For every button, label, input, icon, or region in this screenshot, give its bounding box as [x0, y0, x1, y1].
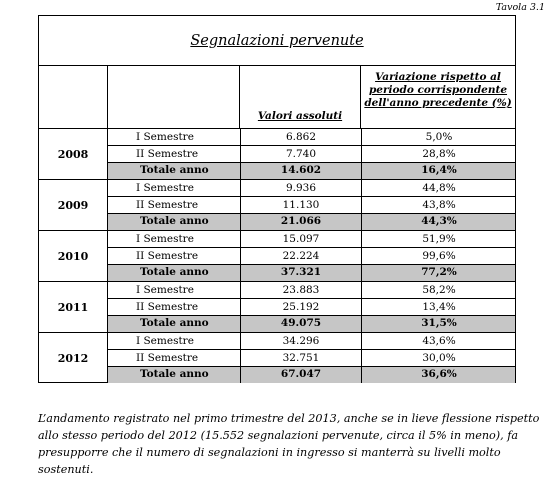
header-variation-line: Variazione rispetto al	[375, 71, 501, 83]
absolute-value: 34.296	[240, 333, 361, 349]
year-cell: 2010	[57, 249, 89, 263]
year-cell: 2008	[57, 147, 89, 161]
absolute-value: 7.740	[240, 146, 361, 162]
year-block-2010	[39, 231, 515, 282]
variation-value: 5,0%	[361, 129, 516, 145]
total-label: Totale anno	[140, 215, 209, 227]
year-cell: 2012	[57, 352, 89, 365]
header-blank-year	[39, 66, 107, 128]
total-value: 49.075	[240, 316, 361, 332]
table-row	[107, 129, 515, 146]
absolute-value: 23.883	[240, 282, 361, 298]
table-row	[107, 350, 515, 367]
absolute-value: 6.862	[240, 129, 361, 145]
table-row	[107, 146, 515, 163]
period-label: II Semestre	[136, 199, 199, 211]
total-label: Totale anno	[140, 164, 209, 176]
variation-value: 30,0%	[361, 350, 516, 366]
period-label: I Semestre	[136, 284, 194, 296]
total-variation: 77,2%	[361, 265, 516, 281]
total-variation: 44,3%	[361, 214, 516, 230]
variation-value: 43,6%	[361, 333, 516, 349]
total-value: 21.066	[240, 214, 361, 230]
total-row	[107, 367, 515, 383]
total-label: Totale anno	[140, 368, 209, 380]
year-block-2009	[39, 180, 515, 231]
total-label: Totale anno	[140, 317, 209, 329]
variation-value: 51,9%	[361, 231, 516, 247]
absolute-value: 32.751	[240, 350, 361, 366]
period-label: I Semestre	[136, 131, 194, 143]
variation-value: 99,6%	[361, 248, 516, 264]
total-row	[107, 214, 515, 230]
total-value: 67.047	[240, 367, 361, 383]
absolute-value: 25.192	[240, 299, 361, 315]
header-absolute-values: Valori assoluti	[239, 66, 360, 128]
year-block-2011	[39, 282, 515, 333]
body-paragraph: L’andamento registrato nel primo trimestre del 2013, anche se in lieve flessione rispetto allo stesso periodo del 2012 (15.552 segnalazioni pervenute, circa il 5% in meno), fa presupporre che il numero di segnalazioni in ingresso si manterrà su livelli molto sostenuti.	[38, 412, 540, 477]
variation-value: 44,8%	[361, 180, 516, 196]
year-cell: 2009	[57, 198, 89, 212]
table-row	[107, 299, 515, 316]
table-title: Segnalazioni pervenute	[39, 16, 515, 66]
table-row	[107, 248, 515, 265]
period-label: II Semestre	[136, 148, 199, 160]
total-variation: 31,5%	[361, 316, 516, 332]
total-label: Totale anno	[140, 266, 209, 278]
absolute-value: 11.130	[240, 197, 361, 213]
total-variation: 16,4%	[361, 163, 516, 179]
absolute-value: 9.936	[240, 180, 361, 196]
table-row	[107, 197, 515, 214]
period-label: I Semestre	[136, 335, 194, 347]
header-variation	[360, 66, 515, 128]
year-cell: 2011	[57, 300, 89, 314]
period-label: II Semestre	[136, 352, 199, 364]
header-variation-line: dell'anno precedente (%)	[364, 97, 512, 109]
table-row	[107, 180, 515, 197]
total-row	[107, 163, 515, 179]
variation-value: 43,8%	[361, 197, 516, 213]
header-variation-line: periodo corrispondente	[368, 84, 508, 96]
table-row	[107, 282, 515, 299]
total-row	[107, 265, 515, 281]
period-label: I Semestre	[136, 233, 194, 245]
variation-value: 58,2%	[361, 282, 516, 298]
total-value: 14.602	[240, 163, 361, 179]
period-label: I Semestre	[136, 182, 194, 194]
year-block-2008	[39, 129, 515, 180]
total-row	[107, 316, 515, 332]
period-label: II Semestre	[136, 250, 199, 262]
table-caption: Tavola 3.1	[495, 2, 545, 13]
total-value: 37.321	[240, 265, 361, 281]
period-label: II Semestre	[136, 301, 199, 313]
total-variation: 36,6%	[361, 367, 516, 383]
header-blank-period	[107, 66, 239, 128]
absolute-value: 15.097	[240, 231, 361, 247]
table-row	[107, 333, 515, 350]
variation-value: 13,4%	[361, 299, 516, 315]
variation-value: 28,8%	[361, 146, 516, 162]
absolute-value: 22.224	[240, 248, 361, 264]
column-headers	[39, 66, 515, 129]
year-block-2012	[39, 333, 515, 384]
reports-table	[38, 15, 516, 383]
table-row	[107, 231, 515, 248]
